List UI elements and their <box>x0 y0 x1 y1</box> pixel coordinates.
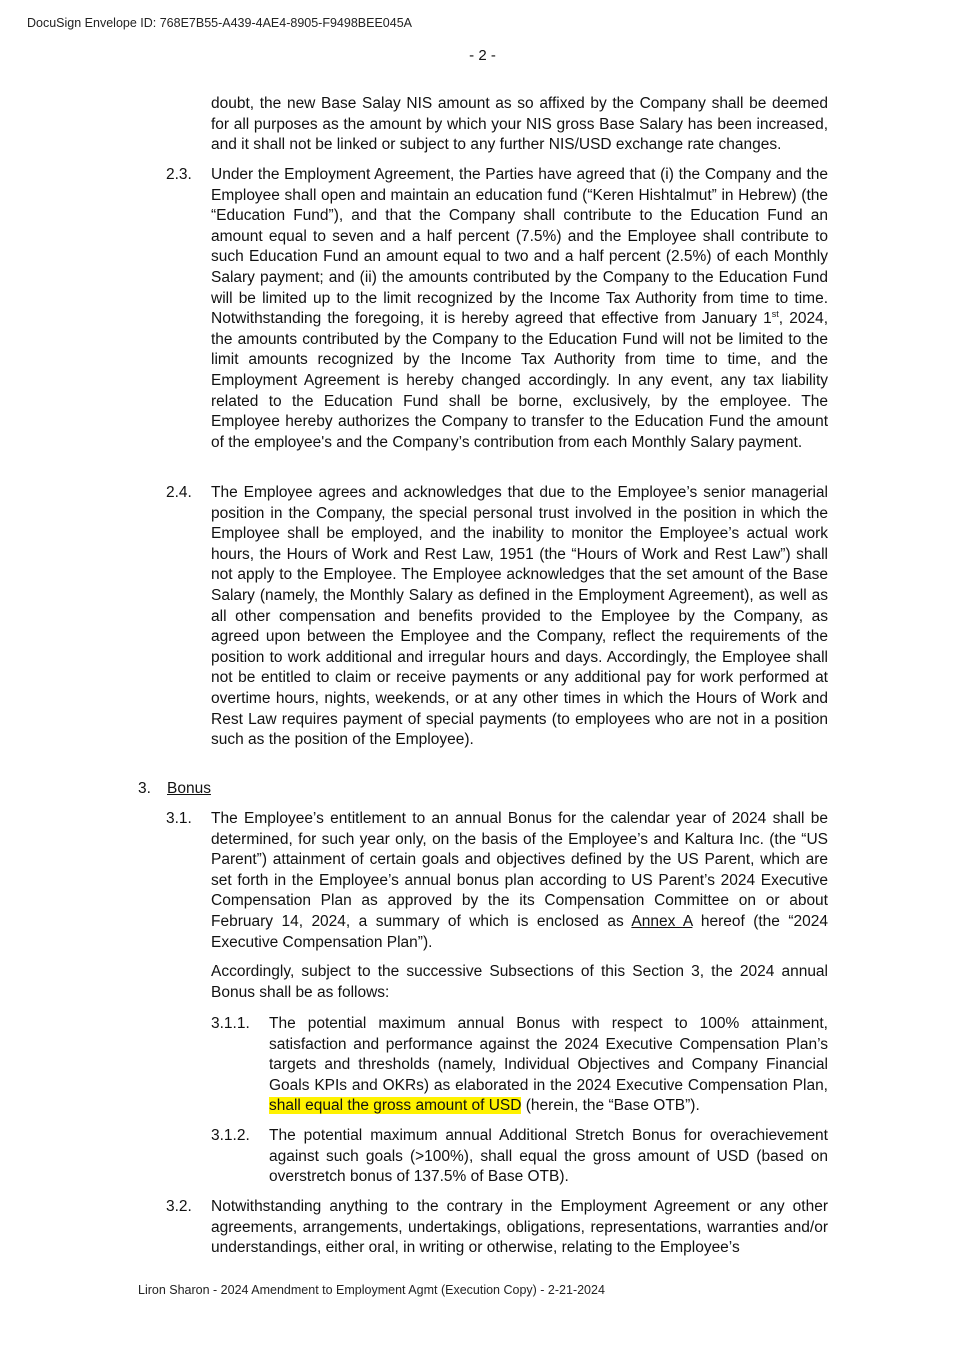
section-3-1-text <box>211 809 828 953</box>
section-2-3-text-b: , 2024, the amounts contributed by the Company to the Education Fund will not be limited to the limit amounts recognized by the Income Tax Authority from time to time, and the Employment Agreement is hereby changed accordingly. In any event, any tax liability related to the Education Fund shall be borne, exclusively, by the employee. The Employee hereby authorizes the Company to transfer to the Education Fund the amount of the employee's and the Company’s contribution from each Monthly Salary payment. <box>211 310 828 451</box>
docusign-envelope-id: DocuSign Envelope ID: 768E7B55-A439-4AE4-8905-F9498BEE045A <box>27 16 412 30</box>
section-3-1-2-number: 3.1.2. <box>211 1127 250 1144</box>
section-3-number: 3. <box>138 780 151 797</box>
section-2-3-text-a: Under the Employment Agreement, the Parties have agreed that (i) the Company and the Employee shall open and maintain an education fund (“Keren Hishtalmut” in Hebrew) (the “Education Fund”), and that the Company shall contribute to the Education Fund an amount equal to seven and a half percent (7.5%) and the Employee shall contribute to such Education Fund an amount equal to two and a half percent (2.5%) of each Monthly Salary payment; and (ii) the amounts contributed by the Company to the Education Fund will be limited up to the limit recognized by the Income Tax Authority from time to time. Notwithstanding the foregoing, it is hereby agreed that effective from January 1 <box>211 166 828 328</box>
section-3-1-2-text: The potential maximum annual Additional Stretch Bonus for overachievement against such goals (>100%), shall equal the gross amount of USD (based on overstretch bonus of 137.5% of Base OTB). <box>269 1127 828 1186</box>
section-3-1-1-text-b: (herein, the “Base OTB”). <box>521 1097 700 1115</box>
section-3-2-text: Notwithstanding anything to the contrary in the Employment Agreement or any other agreements, arrangements, undertakings, obligations, representations, warranties and/or understandings, either oral, in writing or otherwise, relating to the Employee’s <box>211 1198 828 1257</box>
section-3-1-1-text <box>269 1014 828 1117</box>
section-2-4-number: 2.4. <box>166 484 192 501</box>
section-3-title: Bonus <box>167 780 211 797</box>
section-2-4-text: The Employee agrees and acknowledges that due to the Employee’s senior managerial position in the Company, the special personal trust involved in the position in which the Employee shall be employed, and the inability to monitor the Employee’s actual work hours, the Hours of Work and Rest Law, 1951 (the “Hours of Work and Rest Law”) shall not apply to the Employee. The Employee acknowledges that the set amount of the Base Salary (namely, the Monthly Salary as defined in the Employment Agreement), as well as all other compensation and benefits provided to the Employee by the Company, as agreed upon between the Employee and the Company, reflect the requirements of the position to work additional and irregular hours and days. Accordingly, the Employee shall not be entitled to claim or receive payments or any additional pay for work performed at overtime hours, nights, weekends, or at any other times in which the Hours of Work and Rest Law requires payment of special payments (to employees who are not in a position such as the position of the Employee). <box>211 484 828 749</box>
section-3-1-text-b: hereof (the “2024 Executive Compensation Plan”). <box>211 912 828 951</box>
section-3-1-followup: Accordingly, subject to the successive Subsections of this Section 3, the 2024 annual Bonus shall be as follows: <box>211 963 828 1001</box>
section-3-1-text-a: The Employee’s entitlement to an annual Bonus for the calendar year of 2024 shall be determined, for such year only, on the basis of the Employee’s and Kaltura Inc. (the “US Parent”) attainment of certain goals and objectives defined by the US Parent, which are set forth in the Employee’s annual bonus plan according to US Parent’s 2024 Executive Compensation Plan as approved by the its Compensation Committee on or about February 14, 2024, a summary of which is enclosed as <box>211 810 828 930</box>
highlighted-text: shall equal the gross amount of USD <box>269 1097 522 1115</box>
section-2-3-text <box>211 165 828 453</box>
page-footer: Liron Sharon - 2024 Amendment to Employment Agmt (Execution Copy) - 2-21-2024 <box>138 1283 605 1297</box>
section-3-1-number: 3.1. <box>166 810 192 827</box>
ordinal-suffix: st <box>771 309 779 319</box>
section-3-1-1-text-a: The potential maximum annual Bonus with respect to 100% attainment, satisfaction and performance against the 2024 Executive Compensation Plan’s targets and thresholds (namely, Individual Objectives and Company Financial Goals KPIs and OKRs) as elaborated in the 2024 Executive Compensation Plan, <box>269 1015 828 1094</box>
annex-a-reference: Annex A <box>631 912 693 930</box>
section-3-1-1-number: 3.1.1. <box>211 1015 250 1032</box>
paragraph-continuation: doubt, the new Base Salay NIS amount as so affixed by the Company shall be deemed for all purposes as the amount by which your NIS gross Base Salary has been increased, and it shall not be linked or subject to any further NIS/USD exchange rate changes. <box>211 95 828 154</box>
section-2-3-number: 2.3. <box>166 166 192 183</box>
page-number: - 2 - <box>469 47 496 64</box>
section-3-2-number: 3.2. <box>166 1198 192 1215</box>
